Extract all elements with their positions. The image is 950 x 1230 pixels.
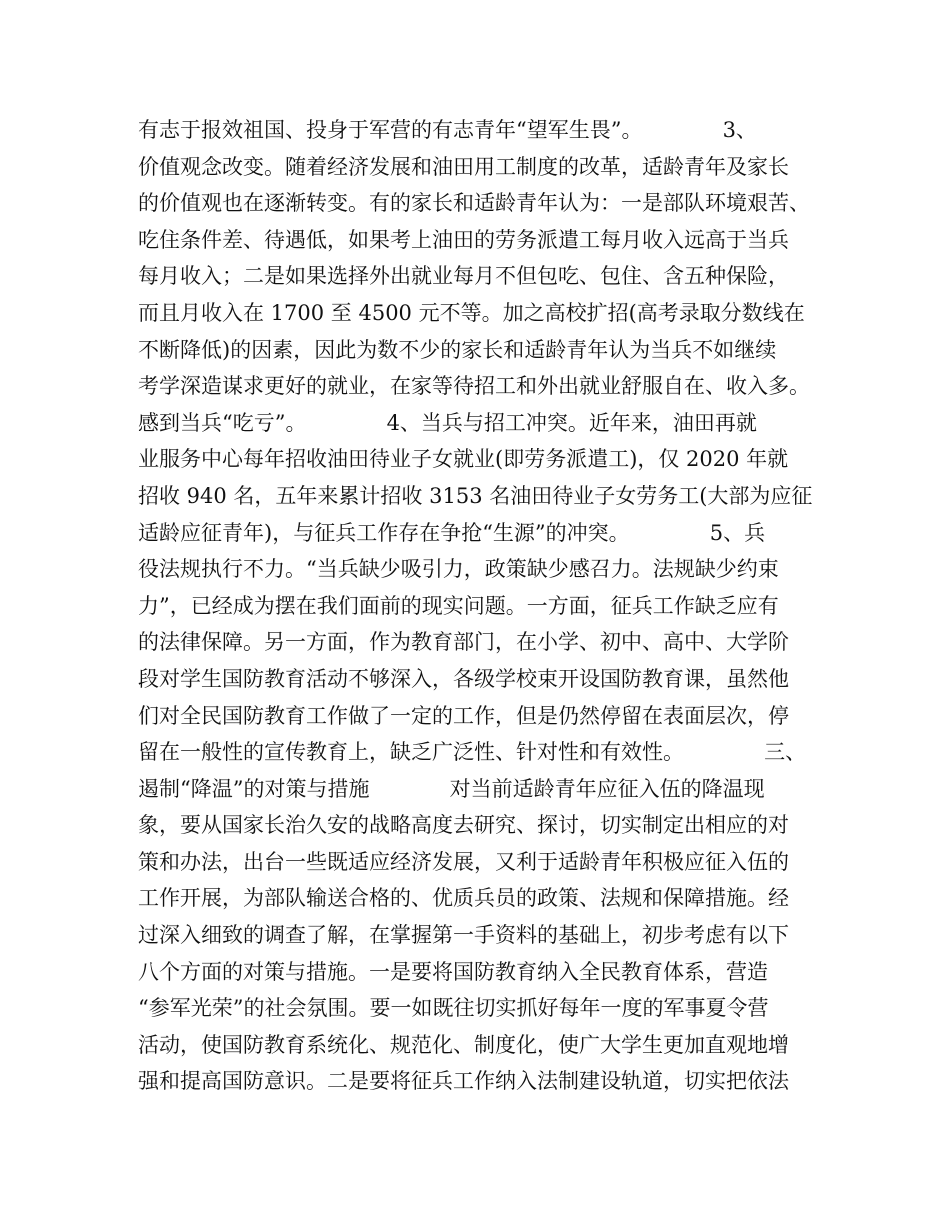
text-line: 吃住条件差、待遇低，如果考上油田的劳务派遣工每月收入远高于当兵 — [138, 227, 789, 252]
text-line: 强和提高国防意识。二是要将征兵工作纳入法制建设轨道，切实把依法 — [138, 1069, 789, 1094]
text-line: 们对全民国防教育工作做了一定的工作，但是仍然停留在表面层次，停 — [138, 703, 789, 728]
text-line: 不断降低)的因素，因此为数不少的家长和适龄青年认为当兵不如继续 — [138, 337, 777, 362]
body-text — [138, 112, 838, 1100]
text-line: 活动，使国防教育系统化、规范化、制度化，使广大学生更加直观地增 — [138, 1032, 789, 1057]
text-line: 招收 940 名，五年来累计招收 3153 名油田待业子女劳务工(大部为应征 — [138, 483, 813, 508]
text-line: 业服务中心每年招收油田待业子女就业(即劳务派遣工)，仅 2020 年就 — [138, 447, 789, 472]
text-line: “参军光荣”的社会氛围。要一如既往切实抓好每年一度的军事夏令营 — [138, 996, 769, 1021]
text-line: 段对学生国防教育活动不够深入，各级学校束开设国防教育课，虽然他 — [138, 666, 789, 691]
text-line: 的法律保障。另一方面，作为教育部门，在小学、初中、高中、大学阶 — [138, 630, 789, 655]
text-line: 八个方面的对策与措施。一是要将国防教育纳入全民教育体系，营造 — [138, 959, 768, 984]
text-line: 每月收入；二是如果选择外出就业每月不但包吃、包住、含五种保险， — [138, 264, 789, 289]
text-line: 役法规执行不力。“当兵缺少吸引力，政策缺少感召力。法规缺少约束 — [138, 557, 779, 582]
text-line: 有志于报效祖国、投身于军营的有志青年“望军生畏”。 3、 — [138, 118, 757, 142]
text-line: 象，要从国家长治久安的战略高度去研究、探讨，切实制定出相应的对 — [138, 813, 789, 838]
text-line: 留在一般性的宣传教育上，缺乏广泛性、针对性和有效性。 三、 — [138, 740, 807, 765]
text-line: 遏制“降温”的对策与措施 对当前适龄青年应征入伍的降温现 — [138, 776, 765, 801]
text-line: 价值观念改变。随着经济发展和油田用工制度的改革，适龄青年及家长 — [138, 154, 789, 179]
text-line: 而且月收入在 1700 至 4500 元不等。加之高校扩招(高考录取分数线在 — [138, 300, 805, 325]
text-line: 适龄应征青年)，与征兵工作存在争抢“生源”的冲突。 5、兵 — [138, 520, 766, 545]
text-line: 策和办法，出台一些既适应经济发展，又利于适龄青年积极应征入伍的 — [138, 849, 789, 874]
text-line: 感到当兵“吃亏”。 4、当兵与招工冲突。近年来，油田再就 — [138, 410, 757, 435]
text-line: 考学深造谋求更好的就业，在家等待招工和外出就业舒服自在、收入多。 — [138, 374, 810, 399]
text-line: 的价值观也在逐渐转变。有的家长和适龄青年认为：一是部队环境艰苦、 — [138, 191, 810, 216]
text-line: 过深入细致的调查了解，在掌握第一手资料的基础上，初步考虑有以下 — [138, 923, 789, 948]
text-line: 工作开展，为部队输送合格的、优质兵员的政策、法规和保障措施。经 — [138, 886, 789, 911]
text-line: 力”，已经成为摆在我们面前的现实问题。一方面，征兵工作缺乏应有 — [138, 593, 779, 618]
